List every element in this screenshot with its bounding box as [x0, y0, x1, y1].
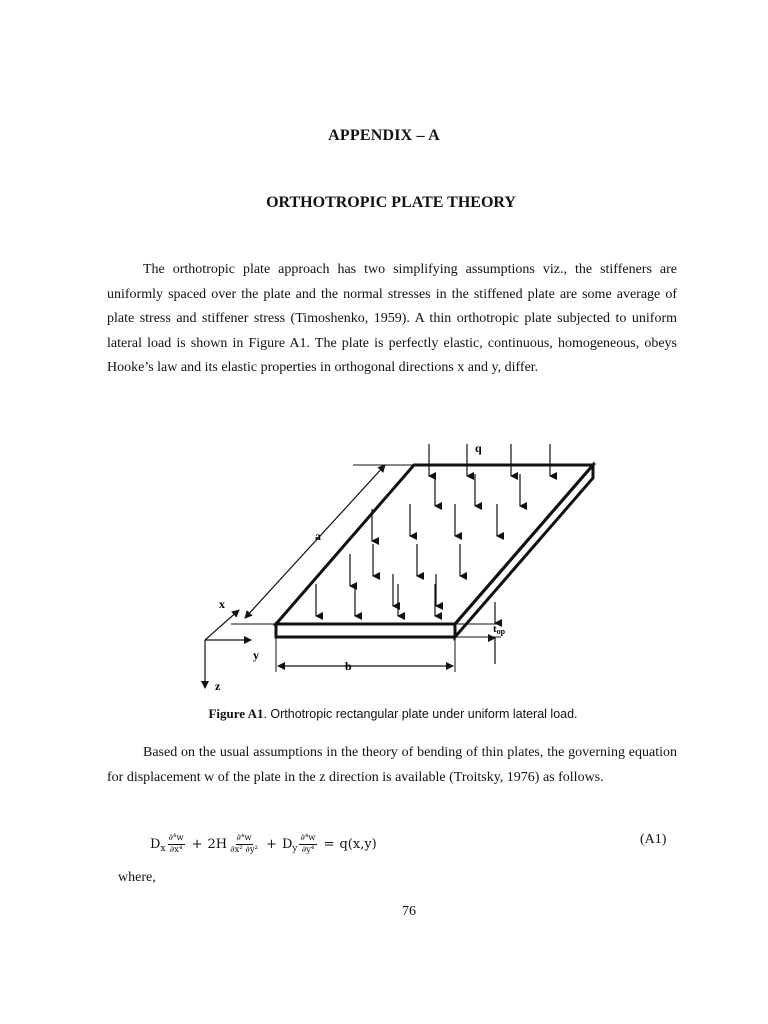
eq-dy: $D_y$ — [281, 836, 298, 854]
axis-y-label: y — [253, 648, 259, 662]
figure-caption — [0, 706, 768, 722]
governing-equation-paragraph-text: Based on the usual assumptions in the theory of bending of thin plates, the governing equation for displacement w of the plate in the z direction is available (Troitsky, 1976) as follows. — [107, 745, 677, 785]
equation-number: (A1) — [640, 832, 667, 847]
governing-equation-paragraph — [107, 741, 677, 790]
eq-rhs: q(x,y) — [339, 836, 377, 852]
dimension-b-label: b — [345, 659, 352, 673]
figure-caption-label: Figure A1 — [208, 706, 264, 721]
eq-plus-1: + — [191, 836, 203, 852]
plate-diagram — [195, 434, 615, 700]
where-text: where, — [118, 870, 156, 885]
axis-x — [205, 610, 239, 640]
load-label: q — [475, 441, 482, 455]
eq-fraction-2: $\frac{\text{∂⁴w}}{\text{∂x² ∂y²}}$ — [230, 832, 259, 855]
eq-equals: = — [323, 836, 335, 852]
thickness-label: top — [493, 623, 506, 636]
axis-z-label: z — [215, 679, 221, 693]
intro-paragraph — [107, 258, 677, 381]
eq-2h: 2H — [207, 836, 228, 852]
page-number: 76 — [402, 904, 416, 919]
section-heading: ORTHOTROPIC PLATE THEORY — [266, 194, 516, 211]
plate-side-edge — [455, 465, 593, 637]
load-arrows — [316, 444, 550, 616]
eq-plus-2: + — [266, 836, 277, 852]
figure-caption-text: . Orthotropic rectangular plate under uniform lateral load. — [263, 707, 578, 721]
axis-x-label: x — [219, 597, 225, 611]
plate-front-edge — [276, 624, 455, 637]
dimension-a-label: a — [315, 529, 321, 543]
intro-paragraph-text: The orthotropic plate approach has two simplifying assumptions viz., the stiffeners are uniformly spaced over the plate and the normal stresses in the stiffened plate are some average of plate stress and stiffener stress (Timoshenko, 1959). A thin orthotropic plate subjected to uniform lateral load is shown in Figure A1. The plate is perfectly elastic, continuous, homogeneous, obeys Hooke’s law and its elastic properties in orthogonal directions x and y, differ. — [107, 262, 677, 376]
appendix-heading: APPENDIX – A — [328, 127, 440, 144]
eq-fraction-1: $\frac{\text{∂⁴w}}{\text{∂x⁴}}$ — [168, 832, 184, 855]
eq-fraction-3: $\frac{\text{∂⁴w}}{\text{∂y⁴}}$ — [300, 832, 316, 855]
figure-a1 — [195, 434, 615, 700]
eq-dx: $D_x$ — [150, 836, 166, 854]
equation-a1 — [150, 824, 377, 864]
